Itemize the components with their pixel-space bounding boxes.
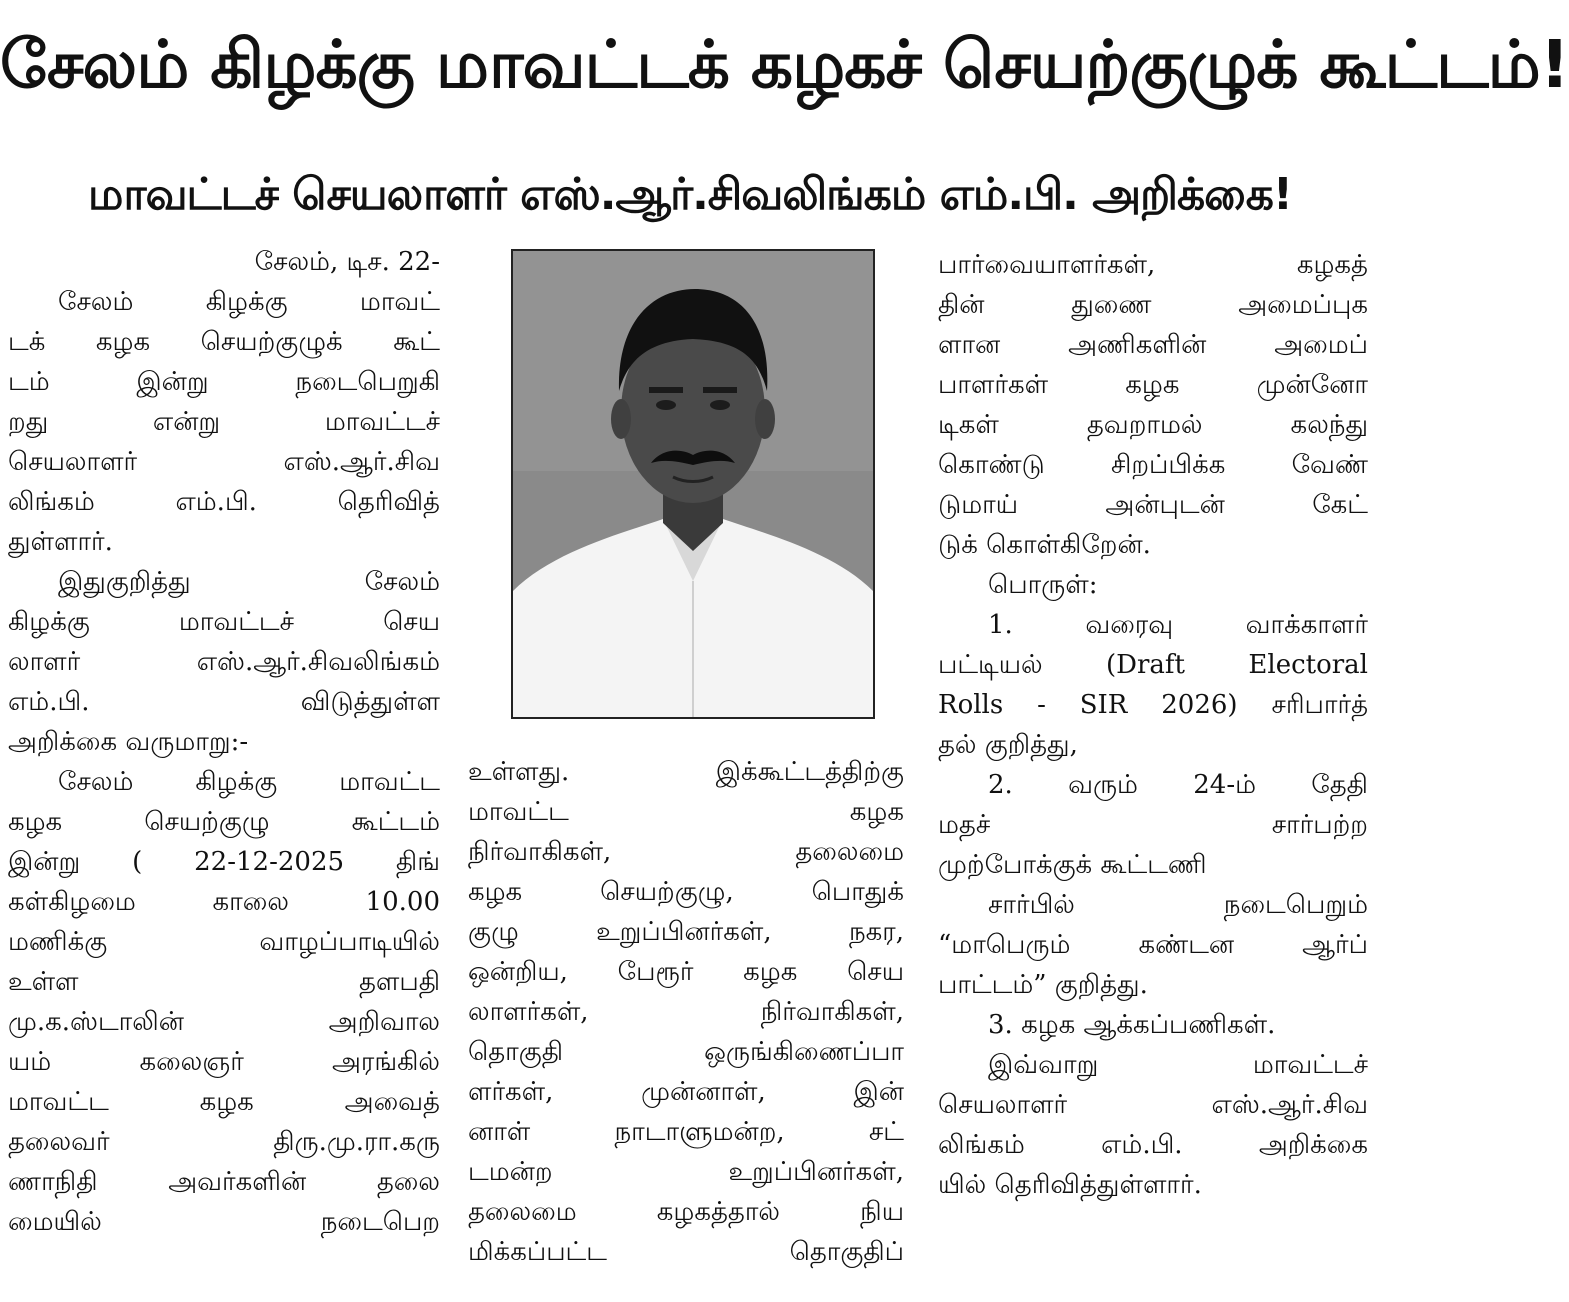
body-line: மாவட்ட கழக அவைத் bbox=[8, 1087, 440, 1117]
body-line: டமன்ற உறுப்பினர்கள், bbox=[468, 1157, 904, 1187]
body-line: 3. கழக ஆக்கப்பணிகள். bbox=[988, 1010, 1276, 1040]
body-line: 2. வரும் 24-ம் தேதி bbox=[988, 770, 1368, 800]
body-line: ஒன்றிய, பேரூர் கழக செய bbox=[468, 957, 904, 987]
body-line: இன்று ( 22-12-2025 திங் bbox=[8, 847, 440, 877]
body-line: பாட்டம்” குறித்து. bbox=[938, 970, 1148, 1000]
body-line: லிங்கம் எம்.பி. தெரிவித் bbox=[8, 487, 440, 517]
body-line: தின் துணை அமைப்புக bbox=[938, 290, 1368, 320]
body-line: பட்டியல் (Draft Electoral bbox=[938, 650, 1368, 680]
body-line: கள்கிழமை காலை 10.00 bbox=[8, 887, 440, 917]
body-line: Rolls - SIR 2026) சரிபார்த் bbox=[938, 690, 1368, 720]
left-column bbox=[8, 242, 440, 1242]
body-line: செயலாளர் எஸ்.ஆர்.சிவ bbox=[8, 447, 440, 477]
body-line: லாளர் எஸ்.ஆர்.சிவலிங்கம் bbox=[8, 647, 440, 677]
body-line: “மாபெரும் கண்டன ஆர்ப் bbox=[938, 930, 1368, 960]
body-line: மதச் சார்பற்ற bbox=[938, 810, 1368, 840]
subheadline: மாவட்டச் செயலாளர் எஸ்.ஆர்.சிவலிங்கம் எம்.பி. அறிக்கை! bbox=[88, 169, 1292, 220]
body-line: ளர்கள், முன்னாள், இன் bbox=[468, 1077, 904, 1107]
body-line: தலைமை கழகத்தால் நிய bbox=[468, 1197, 904, 1227]
body-line: மிக்கப்பட்ட தொகுதிப் bbox=[468, 1237, 904, 1267]
dateline: சேலம், டிச. 22- bbox=[254, 247, 440, 277]
body-line: சேலம் கிழக்கு மாவட் bbox=[58, 287, 440, 317]
body-line: டம் இன்று நடைபெறுகி bbox=[8, 367, 440, 397]
body-line: தலைவர் திரு.மு.ரா.கரு bbox=[8, 1127, 440, 1157]
body-line: மணிக்கு வாழப்பாடியில் bbox=[8, 927, 440, 957]
body-line: சார்பில் நடைபெறும் bbox=[988, 890, 1368, 920]
body-line: மாவட்ட கழக bbox=[468, 797, 904, 827]
body-line: அறிக்கை வருமாறு:- bbox=[8, 727, 249, 757]
body-line: யில் தெரிவித்துள்ளார். bbox=[938, 1170, 1202, 1200]
subject-heading: பொருள்: bbox=[988, 570, 1098, 600]
body-line: கிழக்கு மாவட்டச் செய bbox=[8, 607, 440, 637]
body-line: டக் கழக செயற்குழுக் கூட் bbox=[8, 327, 440, 357]
body-line: குழு உறுப்பினர்கள், நகர, bbox=[468, 917, 904, 947]
body-line: டுக் கொள்கிறேன். bbox=[938, 530, 1151, 560]
body-line: யம் கலைஞர் அரங்கில் bbox=[8, 1047, 440, 1077]
body-line: னாள் நாடாளுமன்ற, சட் bbox=[468, 1117, 904, 1147]
body-line: மையில் நடைபெற bbox=[8, 1207, 440, 1237]
portrait-photo-icon bbox=[513, 251, 873, 717]
body-line: முற்போக்குக் கூட்டணி bbox=[938, 850, 1207, 880]
body-line: றது என்று மாவட்டச் bbox=[8, 407, 440, 437]
body-line: உள்ளது. இக்கூட்டத்திற்கு bbox=[468, 757, 904, 787]
body-line: கொண்டு சிறப்பிக்க வேண் bbox=[938, 450, 1368, 480]
middle-column bbox=[468, 752, 904, 1272]
body-line: இவ்வாறு மாவட்டச் bbox=[988, 1050, 1368, 1080]
body-line: தல் குறித்து, bbox=[938, 730, 1078, 760]
body-line: ளான அணிகளின் அமைப் bbox=[938, 330, 1368, 360]
body-line: துள்ளார். bbox=[8, 527, 113, 557]
body-line: கழக செயற்குழு, பொதுக் bbox=[468, 877, 904, 907]
body-line: ணாநிதி அவர்களின் தலை bbox=[8, 1167, 440, 1197]
body-line: பார்வையாளர்கள், கழகத் bbox=[938, 250, 1368, 280]
body-line: டுமாய் அன்புடன் கேட் bbox=[938, 490, 1368, 520]
body-line: செயலாளர் எஸ்.ஆர்.சிவ bbox=[938, 1090, 1368, 1120]
body-line: லாளர்கள், நிர்வாகிகள், bbox=[468, 997, 904, 1027]
body-line: மு.க.ஸ்டாலின் அறிவால bbox=[8, 1007, 440, 1037]
body-line: எம்.பி. விடுத்துள்ள bbox=[8, 687, 440, 717]
body-line: உள்ள தளபதி bbox=[8, 967, 440, 997]
body-line: தொகுதி ஒருங்கிணைப்பா bbox=[468, 1037, 904, 1067]
headline: சேலம் கிழக்கு மாவட்டக் கழகச் செயற்குழுக் கூட்டம்! bbox=[0, 26, 1569, 103]
body-line: பாளர்கள் கழக முன்னோ bbox=[938, 370, 1368, 400]
body-line: நிர்வாகிகள், தலைமை bbox=[468, 837, 904, 867]
body-line: இதுகுறித்து சேலம் bbox=[58, 567, 440, 597]
body-line: சேலம் கிழக்கு மாவட்ட bbox=[58, 767, 440, 797]
body-line: 1. வரைவு வாக்காளர் bbox=[988, 610, 1368, 640]
right-column bbox=[938, 245, 1368, 1205]
body-line: டிகள் தவறாமல் கலந்து bbox=[938, 410, 1368, 440]
body-line: லிங்கம் எம்.பி. அறிக்கை bbox=[938, 1130, 1368, 1160]
body-line: கழக செயற்குழு கூட்டம் bbox=[8, 807, 440, 837]
portrait-photo bbox=[511, 249, 875, 719]
